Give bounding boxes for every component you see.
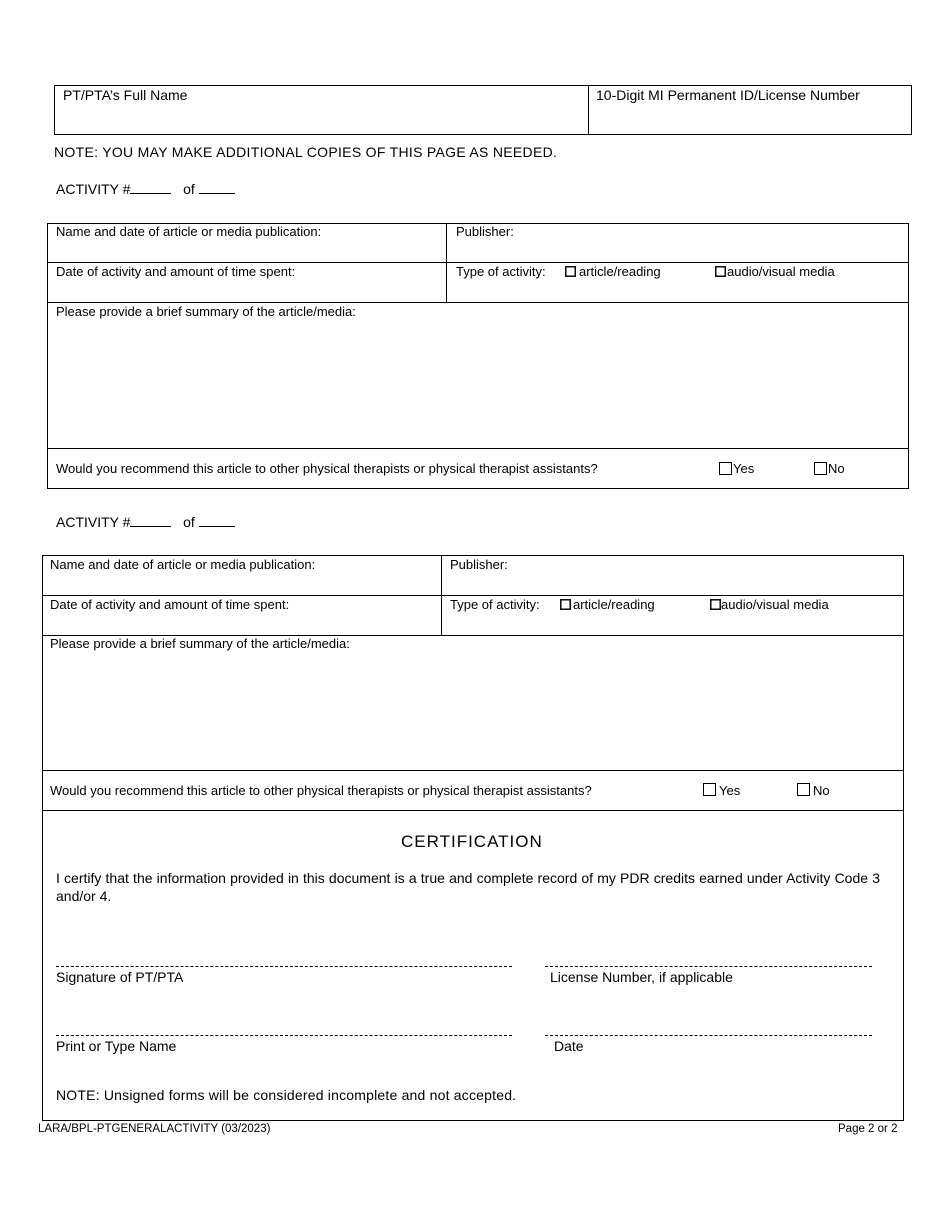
recommend-question: Would you recommend this article to other physical therapists or physical therapist assistants? [56,461,598,476]
article-reading-label: article/reading [579,264,661,279]
publication-label: Name and date of article or media publication: [56,224,322,239]
row-line [47,448,909,449]
full-name-label: PT/PTA’s Full Name [63,87,188,103]
publication-label: Name and date of article or media publication: [50,557,316,572]
header-divider [588,85,589,135]
copies-note: NOTE: YOU MAY MAKE ADDITIONAL COPIES OF THIS PAGE AS NEEDED. [54,144,558,160]
article-reading-checkbox[interactable] [560,599,571,610]
audio-visual-checkbox[interactable] [715,266,726,277]
row-line [42,810,904,811]
activity-2-heading [56,514,235,530]
date-line[interactable] [545,1035,872,1036]
recommend-yes-checkbox[interactable] [703,783,716,796]
recommend-no-label: No [828,461,845,476]
full-name-field[interactable] [56,106,586,133]
row-line [447,302,909,303]
publisher-label: Publisher: [456,224,514,239]
recommend-no-checkbox[interactable] [797,783,810,796]
activity-total-field[interactable] [199,182,235,194]
recommend-no-label: No [813,783,830,798]
license-id-label: 10-Digit MI Permanent ID/License Number [596,87,860,103]
recommend-yes-label: Yes [719,783,741,798]
activity-date-label: Date of activity and amount of time spent: [50,597,290,612]
certification-statement: I certify that the information provided in this document is a true and complete record of my PDR credits earned under Activity Code 3 and/or 4. [56,870,880,904]
activity-type-label: Type of activity: [450,597,540,612]
recommend-yes-checkbox[interactable] [719,462,732,475]
summary-label: Please provide a brief summary of the article/media: [56,304,356,319]
license-id-field[interactable] [590,106,910,133]
activity-prefix: ACTIVITY # [56,514,131,530]
activity-number-field[interactable] [130,515,171,527]
article-reading-label: article/reading [573,597,655,612]
article-reading-checkbox[interactable] [565,266,576,277]
recommend-yes-label: Yes [733,461,755,476]
signature-label: Signature of PT/PTA [56,969,184,985]
print-name-line[interactable] [56,1035,512,1036]
audio-visual-checkbox[interactable] [710,599,721,610]
recommend-question: Would you recommend this article to other physical therapists or physical therapist assistants? [50,783,592,798]
row-line [47,262,909,263]
activity-total-field[interactable] [199,515,235,527]
certification-title: CERTIFICATION [401,832,543,851]
recommend-no-checkbox[interactable] [814,462,827,475]
page-number: Page 2 or 2 [838,1123,898,1135]
publisher-label: Publisher: [450,557,508,572]
col-line [446,223,447,302]
audio-visual-label: audio/visual media [727,264,835,279]
col-line [441,555,442,635]
activity-date-label: Date of activity and amount of time spent: [56,264,296,279]
activity-1-heading [56,181,235,197]
summary-label: Please provide a brief summary of the article/media: [50,636,350,651]
unsigned-note: NOTE: Unsigned forms will be considered incomplete and not accepted. [56,1087,517,1103]
activity-of: of [183,514,195,530]
row-line [47,302,447,303]
form-id: LARA/BPL-PTGENERALACTIVITY (03/2023) [38,1123,271,1135]
audio-visual-label: audio/visual media [721,597,829,612]
activity-number-field[interactable] [130,182,171,194]
print-name-label: Print or Type Name [56,1038,177,1054]
license-number-line[interactable] [545,966,872,967]
row-line [42,595,904,596]
date-label: Date [554,1038,584,1054]
activity-of: of [183,181,195,197]
summary-field[interactable] [49,322,907,446]
activity-type-label: Type of activity: [456,264,546,279]
activity-prefix: ACTIVITY # [56,181,131,197]
summary-field[interactable] [44,654,902,768]
signature-line[interactable] [56,966,512,967]
row-line [42,770,904,771]
license-number-label: License Number, if applicable [550,969,733,985]
